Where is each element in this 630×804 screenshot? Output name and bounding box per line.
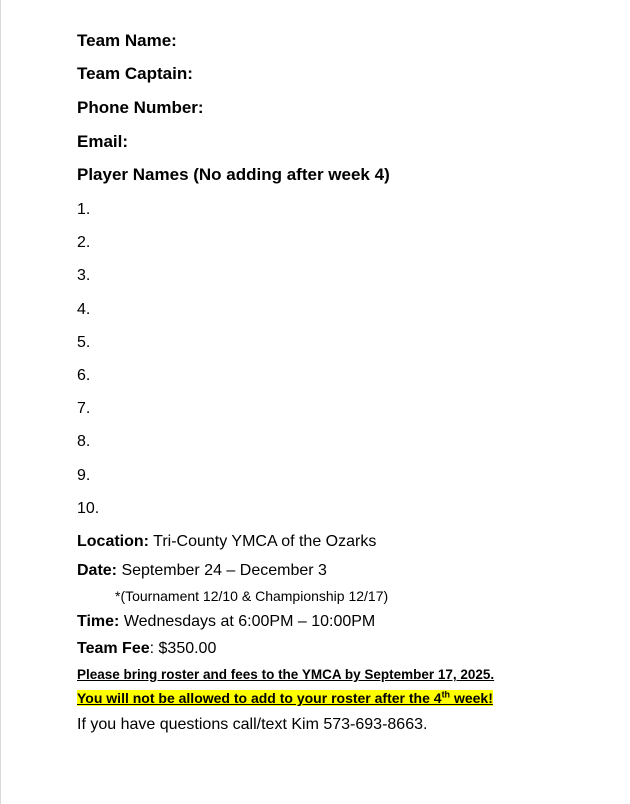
player-line-8: 8. <box>77 433 91 450</box>
player-line-6: 6. <box>77 367 91 384</box>
tournament-note: *(Tournament 12/10 & Championship 12/17) <box>115 588 389 604</box>
questions-line: If you have questions call/text Kim 573-693-8663. <box>77 716 428 733</box>
fee-label: Team Fee <box>77 640 150 657</box>
email-label: Email: <box>77 132 129 151</box>
location-label: Location: <box>77 533 149 550</box>
time-value: Wednesdays at 6:00PM – 10:00PM <box>119 613 376 630</box>
player-names-label: Player Names (No adding after week 4) <box>77 165 390 184</box>
fee-value: : $350.00 <box>149 640 217 657</box>
date-line <box>77 562 327 580</box>
player-line-5: 5. <box>77 334 91 351</box>
team-name-label: Team Name: <box>77 31 177 50</box>
phone-number-label: Phone Number: <box>77 98 204 117</box>
date-label: Date: <box>77 562 118 579</box>
player-line-2: 2. <box>77 234 91 251</box>
player-line-9: 9. <box>77 467 91 484</box>
player-line-3: 3. <box>77 267 91 284</box>
time-line <box>77 613 375 631</box>
location-value: Tri-County YMCA of the Ozarks <box>149 533 377 550</box>
player-line-10: 10. <box>77 500 100 517</box>
player-line-1: 1. <box>77 201 91 218</box>
fee-line <box>77 640 216 658</box>
warning-text <box>77 690 493 706</box>
warning-sup: th <box>441 689 451 700</box>
date-value: September 24 – December 3 <box>117 562 327 579</box>
team-captain-label: Team Captain: <box>77 64 193 83</box>
warning-after: week! <box>450 690 493 706</box>
roster-warning-notice <box>77 690 493 708</box>
warning-before: You will not be allowed to add to your roster after the 4 <box>77 690 442 706</box>
player-line-7: 7. <box>77 400 91 417</box>
time-label: Time: <box>77 613 120 630</box>
player-line-4: 4. <box>77 301 91 318</box>
location-line <box>77 533 376 551</box>
roster-deadline-notice: Please bring roster and fees to the YMCA by September 17, 2025. <box>77 667 495 682</box>
